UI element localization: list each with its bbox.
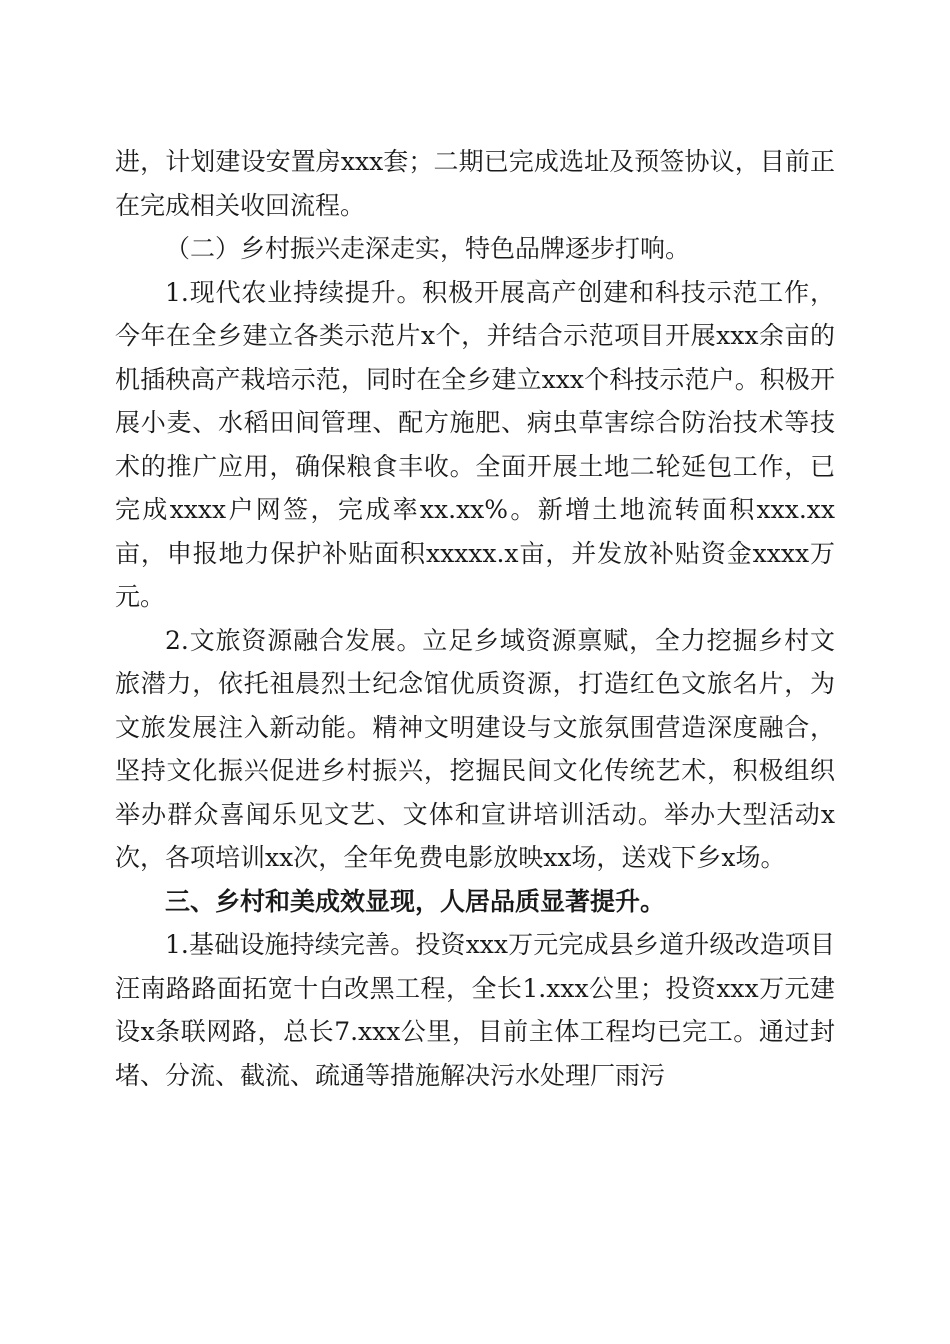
paragraph-continuation: 进，计划建设安置房xxx套；二期已完成选址及预签协议，目前正在完成相关收回流程。: [115, 147, 835, 220]
document-body: [115, 140, 835, 1097]
section-subheading-rural-revitalization: （二）乡村振兴走深走实，特色品牌逐步打响。: [165, 234, 691, 263]
paragraph-infrastructure: 1.基础设施持续完善。投资xxx万元完成县乡道升级改造项目汪南路路面拓宽十白改黑工程，全长1.xxx公里；投资xxx万元建设x条联网路，总长7.xxx公里，目前主体工程均已完工。通过封堵、分流、截流、疏通等措施解决污水处理厂雨污: [115, 930, 835, 1090]
paragraph-culture-tourism: 2.文旅资源融合发展。立足乡域资源禀赋，全力挖掘乡村文旅潜力，依托祖晨烈士纪念馆优质资源，打造红色文旅名片，为文旅发展注入新动能。精神文明建设与文旅氛围营造深度融合，坚持文化振兴促进乡村振兴，挖掘民间文化传统艺术，积极组织举办群众喜闻乐见文艺、文体和宣讲培训活动。举办大型活动x次，各项培训xx次，全年免费电影放映xx场，送戏下乡x场。: [115, 625, 835, 872]
section-heading-rural-harmony: 三、乡村和美成效显现，人居品质显著提升。: [165, 886, 666, 916]
paragraph-modern-agriculture: 1.现代农业持续提升。积极开展高产创建和科技示范工作，今年在全乡建立各类示范片x个，并结合示范项目开展xxx余亩的机插秧高产栽培示范，同时在全乡建立xxx个科技示范户。积极开展小麦、水稻田间管理、配方施肥、病虫草害综合防治技术等技术的推广应用，确保粮食丰收。全面开展土地二轮延包工作，已完成xxxx户网签，完成率xx.xx%。新增土地流转面积xxx.xx亩，申报地力保护补贴面积xxxxx.x亩，并发放补贴资金xxxx万元。: [115, 277, 835, 611]
